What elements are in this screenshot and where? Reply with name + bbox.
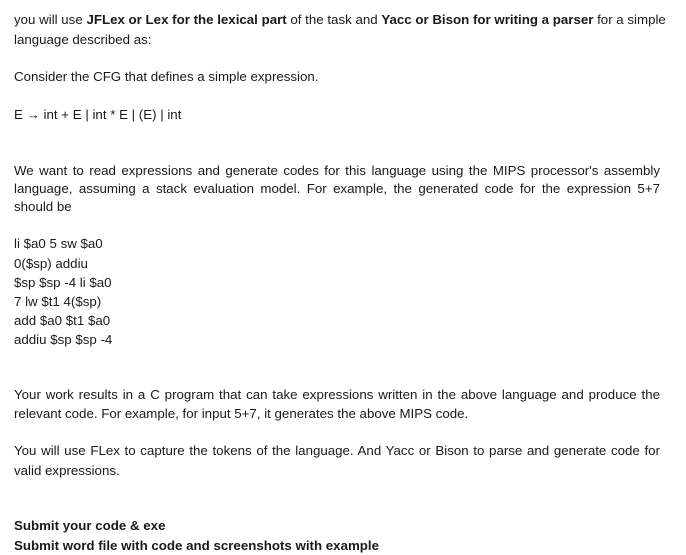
code-line: li $a0 5 sw $a0 — [14, 236, 103, 251]
code-line: addiu $sp $sp -4 — [14, 332, 113, 347]
goal-line-1: We want to read expressions and generate codes for this language using the MIPS processor's assembly — [14, 163, 660, 178]
intro-text-3: for a simple — [593, 12, 666, 27]
tools-line-1: You will use FLex to capture the tokens of the language. And Yacc or Bison to parse and generate code for — [14, 443, 660, 458]
intro-text-2: of the task and — [286, 12, 382, 27]
intro-bold-lexer: JFLex or Lex for the lexical part — [86, 12, 287, 27]
result-line-1: Your work results in a C program that can take expressions written in the above language and produce the — [14, 387, 660, 402]
intro-bold-parser: Yacc or Bison for writing a parser — [381, 12, 594, 27]
intro-line-2: language described as: — [14, 32, 152, 47]
submit-word-line: Submit word file with code and screenshots with example — [14, 538, 379, 553]
submit-code-line: Submit your code & exe — [14, 518, 166, 533]
grammar-rule: E → int + E | int * E | (E) | int — [14, 107, 182, 122]
code-line: add $a0 $t1 $a0 — [14, 313, 111, 328]
cfg-intro: Consider the CFG that defines a simple expression. — [14, 69, 319, 84]
code-line: 7 lw $t1 4($sp) — [14, 294, 102, 309]
code-line: $sp $sp -4 li $a0 — [14, 275, 112, 290]
goal-line-3: should be — [14, 199, 72, 214]
tools-line-2: valid expressions. — [14, 463, 120, 478]
result-line-2: relevant code. For example, for input 5+7, it generates the above MIPS code. — [14, 406, 469, 421]
intro-text-1: you will use — [14, 12, 87, 27]
intro-line-1 — [14, 11, 666, 29]
code-line: 0($sp) addiu — [14, 256, 88, 271]
goal-line-2: language, assuming a stack evaluation model. For example, the generated code for the expression 5+7 — [14, 181, 660, 196]
